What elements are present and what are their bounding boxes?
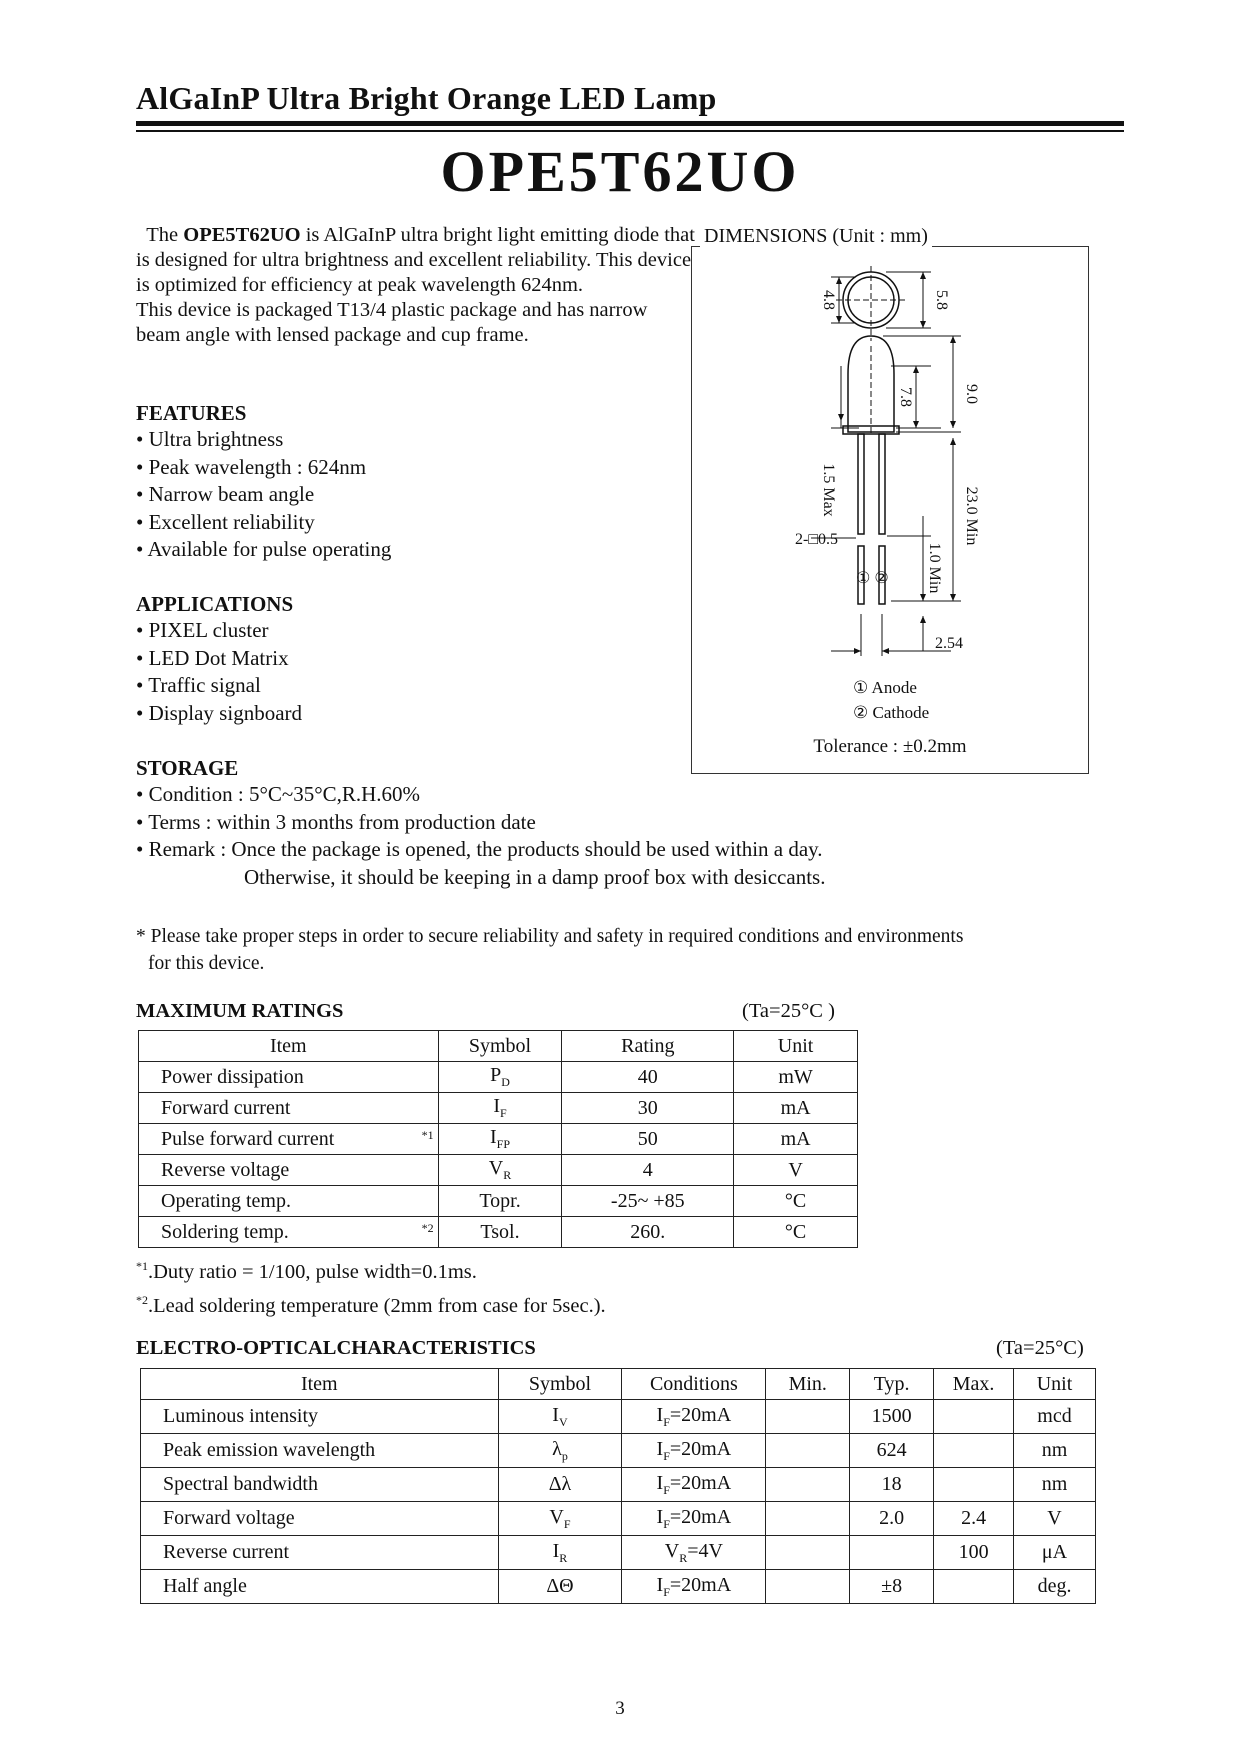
footnote-mark: *1	[421, 1127, 434, 1142]
typ-cell: 624	[850, 1434, 934, 1468]
symbol-text: I	[552, 1539, 560, 1562]
conditions-cell	[622, 1536, 766, 1570]
max-ratings-notes	[136, 1252, 606, 1320]
storage-terms: • Terms : within 3 months from production date	[136, 809, 825, 837]
condition-symbol: V	[664, 1539, 680, 1562]
symbol-cell	[498, 1434, 622, 1468]
symbol-cell	[498, 1400, 622, 1434]
electro-optical-table	[140, 1368, 1096, 1604]
col-symbol: Symbol	[438, 1031, 562, 1062]
note-2: $^{*2}$.Lead soldering temperature (2mm from case for 5sec.).	[136, 1292, 606, 1317]
conditions-cell	[622, 1570, 766, 1604]
symbol-text: I	[552, 1403, 559, 1426]
item-label: Reverse voltage	[161, 1158, 290, 1181]
safety-note	[136, 923, 1096, 977]
max-ratings-table	[138, 1030, 858, 1248]
conditions-cell	[622, 1468, 766, 1502]
col-unit: Unit	[734, 1031, 858, 1062]
lead-1	[858, 434, 864, 534]
symbol-cell	[498, 1570, 622, 1604]
symbol-subscript: F	[563, 1516, 571, 1531]
typ-cell: 1500	[850, 1400, 934, 1434]
unit-cell: V	[1014, 1502, 1096, 1536]
item-cell: Forward voltage	[141, 1502, 499, 1536]
dim-4-8: 4.8	[820, 290, 837, 310]
item-cell	[139, 1186, 439, 1217]
dim-1-0-min: 1.0 Min	[926, 542, 943, 594]
features-list	[136, 426, 391, 564]
table-row	[139, 1217, 858, 1248]
condition-value: =20mA	[669, 1573, 732, 1596]
pitch-label: 2.54	[935, 635, 963, 652]
unit-cell: mW	[734, 1062, 858, 1093]
typ-cell: ±8	[850, 1570, 934, 1604]
col-typ: Typ.	[850, 1369, 934, 1400]
col-conditions: Conditions	[622, 1369, 766, 1400]
item-cell: Luminous intensity	[141, 1400, 499, 1434]
anode-legend: ① Anode	[853, 678, 917, 697]
intro-lead: The	[146, 224, 179, 246]
model-number: OPE5T62UO	[440, 139, 800, 204]
item-cell: Spectral bandwidth	[141, 1468, 499, 1502]
condition-subscript: R	[679, 1550, 688, 1565]
table-row	[141, 1400, 1096, 1434]
symbol-subscript: V	[558, 1414, 568, 1429]
symbol-text: I	[489, 1126, 497, 1148]
storage-heading: STORAGE	[136, 756, 239, 780]
max-cell	[934, 1570, 1014, 1604]
condition-subscript: F	[663, 1414, 670, 1429]
features-section	[136, 401, 391, 564]
min-cell	[766, 1536, 850, 1570]
symbol-cell	[438, 1186, 562, 1217]
electro-optical-condition: (Ta=25°C)	[996, 1337, 1084, 1359]
condition-symbol: I	[656, 1437, 664, 1460]
max-cell: 2.4	[934, 1502, 1014, 1536]
unit-cell: mA	[734, 1124, 858, 1155]
application-item: • PIXEL cluster	[136, 617, 302, 645]
feature-item: • Excellent reliability	[136, 509, 391, 537]
pin-legend	[853, 675, 929, 725]
unit-cell: °C	[734, 1217, 858, 1248]
page-number: 3	[615, 1698, 625, 1719]
table-row	[139, 1186, 858, 1217]
storage-remark: • Remark : Once the package is opened, the products should be used within a day.	[136, 836, 825, 864]
item-label: Soldering temp.	[161, 1220, 289, 1243]
rating-cell: -25~ +85	[562, 1186, 734, 1217]
storage-remark-continued: Otherwise, it should be keeping in a damp proof box with desiccants.	[244, 864, 826, 889]
symbol-cell	[498, 1536, 622, 1570]
lead-size-label: 2-□0.5	[795, 531, 838, 548]
item-cell	[139, 1062, 439, 1093]
feature-item: • Narrow beam angle	[136, 481, 391, 509]
symbol-cell	[438, 1093, 562, 1124]
rating-cell: 50	[562, 1124, 734, 1155]
item-label: Operating temp.	[161, 1189, 291, 1212]
unit-cell: mcd	[1014, 1400, 1096, 1434]
symbol-cell	[438, 1217, 562, 1248]
table-row	[139, 1093, 858, 1124]
item-cell: Reverse current	[141, 1536, 499, 1570]
symbol-cell	[438, 1062, 562, 1093]
condition-value: =20mA	[669, 1505, 732, 1528]
dim-7-8: 7.8	[897, 387, 914, 407]
electro-optical-title: ELECTRO-OPTICALCHARACTERISTICS	[136, 1337, 536, 1359]
symbol-subscript: R	[559, 1550, 568, 1565]
condition-value: =20mA	[669, 1471, 732, 1494]
table-row	[141, 1570, 1096, 1604]
symbol-subscript: R	[503, 1168, 512, 1182]
symbol-subscript: FP	[496, 1137, 511, 1151]
item-cell: Peak emission wavelength	[141, 1434, 499, 1468]
pin-numbers: ① ②	[856, 570, 889, 587]
symbol-text: Δλ	[548, 1473, 572, 1495]
dim-5-8: 5.8	[933, 290, 950, 310]
min-cell	[766, 1502, 850, 1536]
lead-2	[879, 434, 885, 534]
table-row	[139, 1062, 858, 1093]
col-item: Item	[141, 1369, 499, 1400]
item-cell	[139, 1124, 439, 1155]
col-unit: Unit	[1014, 1369, 1096, 1400]
table-row	[139, 1155, 858, 1186]
unit-cell: °C	[734, 1186, 858, 1217]
typ-cell: 2.0	[850, 1502, 934, 1536]
min-cell	[766, 1434, 850, 1468]
item-label: Pulse forward current	[161, 1127, 335, 1150]
symbol-cell	[498, 1468, 622, 1502]
dimensions-title: DIMENSIONS (Unit : mm)	[700, 225, 932, 248]
rating-cell: 40	[562, 1062, 734, 1093]
symbol-text: I	[493, 1095, 500, 1117]
table-row	[141, 1502, 1096, 1536]
symbol-text: P	[490, 1064, 502, 1086]
item-label: Power dissipation	[161, 1065, 304, 1088]
applications-section	[136, 592, 302, 727]
symbol-cell	[438, 1124, 562, 1155]
col-symbol: Symbol	[498, 1369, 622, 1400]
unit-cell: V	[734, 1155, 858, 1186]
condition-value: =20mA	[669, 1437, 732, 1460]
application-item: • Traffic signal	[136, 672, 302, 700]
condition-symbol: I	[656, 1573, 664, 1596]
max-cell	[934, 1434, 1014, 1468]
unit-cell: μA	[1014, 1536, 1096, 1570]
storage-list	[136, 781, 825, 864]
condition-subscript: F	[663, 1482, 670, 1497]
table-row	[141, 1536, 1096, 1570]
item-cell	[139, 1155, 439, 1186]
intro-model: OPE5T62UO	[183, 224, 301, 246]
symbol-text: Tsol.	[480, 1220, 520, 1243]
symbol-text: Topr.	[479, 1189, 521, 1212]
item-label: Forward current	[161, 1096, 291, 1119]
typ-cell	[850, 1536, 934, 1570]
unit-cell: mA	[734, 1093, 858, 1124]
max-ratings-condition: (Ta=25°C )	[742, 1000, 835, 1022]
typ-cell: 18	[850, 1468, 934, 1502]
applications-heading: APPLICATIONS	[136, 592, 294, 616]
symbol-subscript: F	[500, 1106, 507, 1120]
table-row	[141, 1434, 1096, 1468]
max-cell: 100	[934, 1536, 1014, 1570]
item-cell	[139, 1217, 439, 1248]
unit-cell: deg.	[1014, 1570, 1096, 1604]
symbol-text: ΔΘ	[546, 1575, 574, 1597]
safety-note-line-1: * Please take proper steps in order to secure reliability and safety in required conditions and environments	[136, 926, 964, 947]
tolerance-label: Tolerance : ±0.2mm	[813, 736, 967, 757]
intro-sentence-1: is AlGaInP ultra bright light emitting diode that is designed for ultra brightness and excellent reliability. This device is optimized for efficiency at peak wavelength 624nm.	[136, 224, 695, 296]
condition-value: =20mA	[669, 1403, 732, 1426]
symbol-text: λ	[552, 1437, 562, 1460]
storage-section	[136, 756, 825, 891]
symbol-text: V	[549, 1505, 564, 1528]
symbol-subscript: p	[561, 1448, 568, 1463]
cathode-legend: ② Cathode	[853, 703, 930, 722]
dim-1-5-max: 1.5 Max	[820, 463, 837, 517]
condition-symbol: I	[656, 1505, 664, 1528]
rating-cell: 4	[562, 1155, 734, 1186]
symbol-cell	[438, 1155, 562, 1186]
dim-9-0: 9.0	[963, 384, 980, 404]
condition-symbol: I	[656, 1471, 664, 1494]
safety-note-line-2: for this device.	[148, 953, 265, 974]
symbol-subscript: D	[501, 1075, 510, 1089]
condition-symbol: I	[656, 1403, 664, 1426]
rating-cell: 30	[562, 1093, 734, 1124]
symbol-cell	[498, 1502, 622, 1536]
conditions-cell	[622, 1502, 766, 1536]
intro-sentence-2: This device is packaged T13/4 plastic package and has narrow beam angle with lensed package and cup frame.	[136, 299, 648, 346]
application-item: • LED Dot Matrix	[136, 645, 302, 673]
condition-value: =4V	[687, 1539, 723, 1562]
dim-23-0-min: 23.0 Min	[963, 486, 980, 546]
storage-condition: • Condition : 5°C~35°C,R.H.60%	[136, 781, 825, 809]
rating-cell: 260.	[562, 1217, 734, 1248]
unit-cell: nm	[1014, 1468, 1096, 1502]
min-cell	[766, 1468, 850, 1502]
feature-item: • Ultra brightness	[136, 426, 391, 454]
max-cell	[934, 1400, 1014, 1434]
feature-item: • Peak wavelength : 624nm	[136, 454, 391, 482]
condition-subscript: F	[663, 1448, 670, 1463]
condition-subscript: F	[663, 1516, 670, 1531]
title-rule-thin	[136, 130, 1124, 132]
table-row	[139, 1124, 858, 1155]
title-rule-thick	[136, 121, 1124, 126]
col-max: Max.	[934, 1369, 1014, 1400]
document-title: AlGaInP Ultra Bright Orange LED Lamp	[136, 80, 717, 116]
features-heading: FEATURES	[136, 401, 247, 425]
applications-list	[136, 617, 302, 727]
condition-subscript: F	[663, 1584, 670, 1599]
footnote-mark: *2	[421, 1220, 434, 1235]
item-cell: Half angle	[141, 1570, 499, 1604]
symbol-text: V	[488, 1157, 504, 1179]
max-ratings-title: MAXIMUM RATINGS	[136, 1000, 344, 1022]
conditions-cell	[622, 1434, 766, 1468]
note-1: $^{*1}$.Duty ratio = 1/100, pulse width=0.1ms.	[136, 1259, 477, 1283]
intro-paragraph	[136, 223, 696, 348]
feature-item: • Available for pulse operating	[136, 536, 391, 564]
table-row	[141, 1468, 1096, 1502]
col-item: Item	[139, 1031, 439, 1062]
col-min: Min.	[766, 1369, 850, 1400]
application-item: • Display signboard	[136, 700, 302, 728]
item-cell	[139, 1093, 439, 1124]
col-rating: Rating	[562, 1031, 734, 1062]
conditions-cell	[622, 1400, 766, 1434]
max-cell	[934, 1468, 1014, 1502]
min-cell	[766, 1570, 850, 1604]
unit-cell: nm	[1014, 1434, 1096, 1468]
min-cell	[766, 1400, 850, 1434]
